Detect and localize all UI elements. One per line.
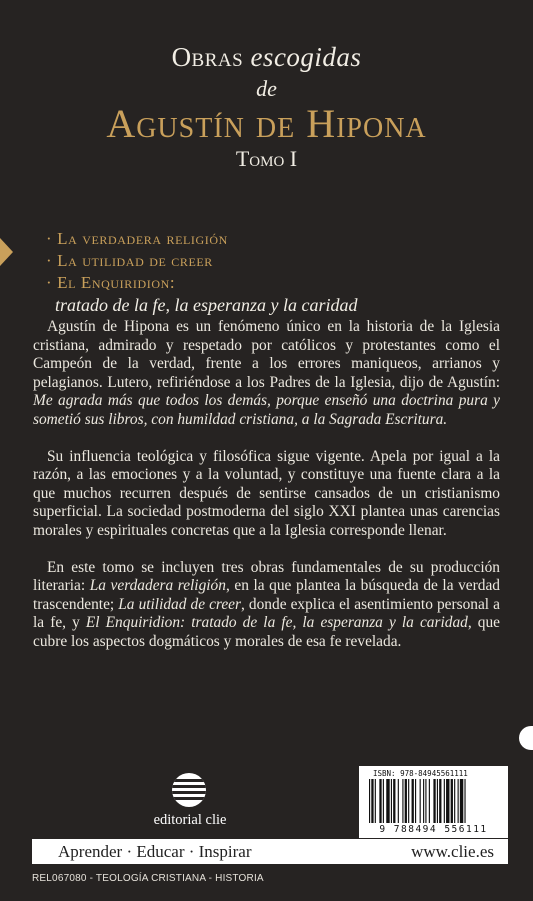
isbn-label: ISBN: 978-84945561111 <box>373 769 468 778</box>
blurb-text: , que cubre los aspectos dogmáticos y morales de esa fe revelada. <box>33 614 501 650</box>
bullet: · <box>46 251 53 270</box>
barcode <box>359 766 508 838</box>
barcode-bars <box>369 779 498 823</box>
blurb-text: En este tomo se incluyen tres obras fundamentales de su producción literaria: <box>33 558 500 595</box>
back-cover-blurb <box>33 318 500 670</box>
publisher-website: www.clie.es <box>411 842 494 861</box>
globe-icon <box>172 773 206 807</box>
contents-item <box>46 250 516 272</box>
blurb-paragraph-1 <box>33 318 500 430</box>
contents-item-label: La verdadera religión <box>57 229 228 248</box>
blurb-paragraph-3 <box>33 559 500 652</box>
contents-item-label: La utilidad de creer <box>57 251 213 270</box>
publisher-name: editorial clie <box>153 812 227 828</box>
blurb-text: Agustín de Hipona es un fenómeno único en la historia de la Iglesia cristiana, admirado y respetado por católicos y protestantes como el Campeón de la verdad, frente a los errores maniqueos, arrianos y pelagianos. Lutero, refiriéndose a los Padres de la Iglesia, dijo de Agustín: <box>33 318 500 391</box>
barcode-number: 9 788494 556111 <box>379 824 488 835</box>
work-title: La utilidad de creer <box>118 595 241 613</box>
contents-item <box>46 272 516 294</box>
edge-tab <box>519 726 533 750</box>
title-connector: de <box>256 76 277 101</box>
work-title: El Enquiridion: tratado de la fe, la esperanza y la caridad <box>85 614 468 632</box>
blurb-text: , donde explica el asentimiento personal a la fe, y <box>33 595 500 632</box>
bullet: · <box>46 229 53 248</box>
publisher-tagline: Aprender · Educar · Inspirar <box>58 842 252 861</box>
contents-item <box>46 228 516 250</box>
blurb-text: , en la que plantea la búsqueda de la verdad trascendente; <box>33 577 500 613</box>
series-title-main: Obras <box>171 42 244 72</box>
series-title-italic: escogidas <box>250 42 362 72</box>
gold-triangle-marker-icon <box>0 238 13 266</box>
contents-item-label: El Enquiridion: <box>57 273 176 292</box>
contents-list <box>46 228 516 316</box>
author-name: Agustín de Hipona <box>106 101 427 146</box>
contents-item-subtitle: tratado de la fe, la esperanza y la caridad <box>55 295 358 315</box>
series-title <box>0 42 533 73</box>
work-title: La verdadera religión <box>89 577 226 595</box>
blurb-paragraph-2: Su influencia teológica y filosófica sigue vigente. Apela por igual a la razón, a las emociones y a la voluntad, y constituye una fuente clara a la que muchos recurren después de sentirse cansados de un cristianismo superficial. La sociedad postmoderna del siglo XXI plantea unas carencias morales y espirituales concretas que a la Iglesia corresponde llenar. <box>33 447 500 539</box>
volume-label: Tomo I <box>235 146 298 171</box>
footer-bar <box>32 839 508 864</box>
luther-quote: Me agrada más que todos los demás, porque enseñó una doctrina pura y sometió sus libros, con humildad cristiana, a la Sagrada Escritura. <box>33 392 500 428</box>
catalog-reference: REL067080 - TEOLOGÍA CRISTIANA - HISTORIA <box>32 873 264 884</box>
bullet: · <box>46 273 53 292</box>
